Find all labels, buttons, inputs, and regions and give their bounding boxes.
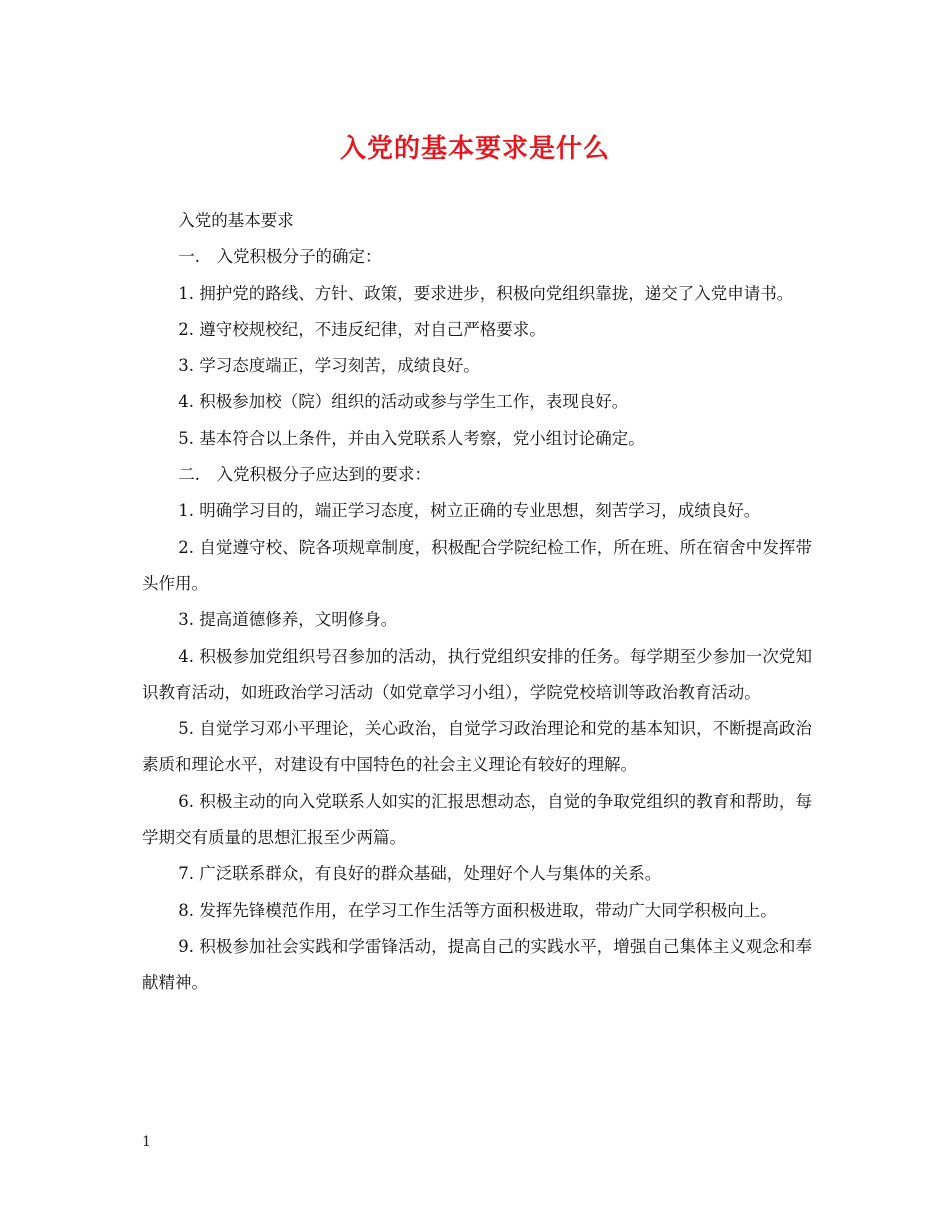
list-item: 1. 拥护党的路线、方针、政策，要求进步，积极向党组织靠拢，递交了入党申请书。 <box>178 283 794 303</box>
list-item: 7. 广泛联系群众，有良好的群众基础，处理好个人与集体的关系。 <box>178 864 662 884</box>
list-item: 3. 学习态度端正，学习刻苦，成绩良好。 <box>178 356 480 376</box>
list-item: 8. 发挥先锋模范作用，在学习工作生活等方面积极进取，带动广大同学积极向上。 <box>178 900 777 920</box>
document-title: 入党的基本要求是什么 <box>339 134 610 164</box>
list-item: 2. 遵守校规校纪，不违反纪律，对自己严格要求。 <box>178 319 546 339</box>
subsection-heading: 二. 入党积极分子应达到的要求： <box>178 465 432 485</box>
page-number: 1 <box>142 1134 151 1150</box>
list-item: 1. 明确学习目的，端正学习态度，树立正确的专业思想，刻苦学习，成绩良好。 <box>178 501 761 521</box>
list-item: 5. 基本符合以上条件，并由入党联系人考察，党小组讨论确定。 <box>178 428 645 448</box>
section-heading: 入党的基本要求 <box>178 211 294 230</box>
list-item: 2. 自觉遵守校、院各项规章制度，积极配合学院纪检工作，所在班、所在宿舍中发挥带头作用。 <box>142 537 812 593</box>
subsection-heading: 一. 入党积极分子的确定： <box>178 247 382 267</box>
list-item: 4. 积极参加校（院）组织的活动或参与学生工作，表现良好。 <box>178 392 629 412</box>
document-body <box>142 203 812 1002</box>
list-item: 9. 积极参加社会实践和学雷锋活动，提高自己的实践水平，增强自己集体主义观念和奉献精神。 <box>142 936 812 993</box>
list-item: 5. 自觉学习邓小平理论，关心政治，自觉学习政治理论和党的基本知识，不断提高政治素质和理论水平，对建设有中国特色的社会主义理论有较好的理解。 <box>142 719 812 775</box>
list-item: 4. 积极参加党组织号召参加的活动，执行党组织安排的任务。每学期至少参加一次党知识教育活动，如班政治学习活动（如党章学习小组），学院党校培训等政治教育活动。 <box>142 646 812 702</box>
list-item: 6. 积极主动的向入党联系人如实的汇报思想动态，自觉的争取党组织的教育和帮助，每学期交有质量的思想汇报至少两篇。 <box>142 791 812 848</box>
list-item: 3. 提高道德修养，文明修身。 <box>178 610 398 630</box>
